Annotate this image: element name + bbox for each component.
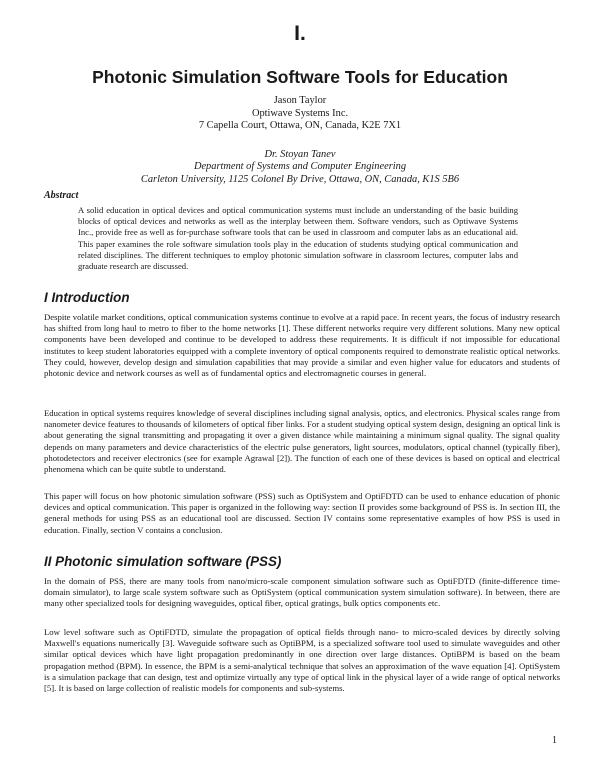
section-heading-introduction: I Introduction bbox=[44, 290, 130, 305]
pss-paragraph-2: Low level software such as OptiFDTD, simulate the propagation of optical fields through nano- to micro-scaled devices by directly solving Maxwell's equations numerically [3]. Waveguide software such as OptiBPM, is a specialized software tool used to simulate waveguides and other similar optical devices which have light propagation predominantly in one direction over large distances. OptiBPM is based on the beam propagation method (BPM). In essence, the BPM is a semi-analytical technique that solves an approximation of the wave equation [4]. OptiSystem is a simulation package that can design, test and optimize virtually any type of optical link in the physical layer of a wide range of optical networks [5]. It is based on large collection of realistic models for components and sub-systems. bbox=[44, 627, 560, 694]
author-1-name: Jason Taylor bbox=[273, 95, 327, 106]
page-number: 1 bbox=[552, 735, 557, 746]
pss-paragraph-1: In the domain of PSS, there are many tools from nano/micro-scale component simulation software such as OptiFDTD (finite-difference time-domain simulator), to large scale system software such as OptiSystem (optical communication system simulation software). In between, there are many other specialized tools for designing waveguides, optical fiber, optical gratings, bulk optics components etc. bbox=[44, 576, 560, 609]
intro-paragraph-3: This paper will focus on how photonic simulation software (PSS) such as OptiSystem and OptiFDTD can be used to enhance education of phonic devices and optical communication. This paper is organized in the following way: section II provides some background of PSS is. In section III, the general methods for using PSS as an educational tool are discussed. Section IV contains some representative examples of how PSS is used in education. Finally, section V contains a conclusion. bbox=[44, 491, 560, 535]
intro-paragraph-2: Education in optical systems requires knowledge of several disciplines including signal analysis, optics, and electronics. Physical scales range from nanometer device features to thousands of kilometers of optical fiber links. For a student studying optical system design, designing an optical link is about generating the signal transmitting and propagating it over a given distance while maintaining a minimum signal quality. The signal quality depends on many parameters and device characteristics of the electric pulse generators, light sources, modulators, optical channel (typically fiber), photodetectors and receiver electronics (see for example Agrawal [2]). The function of each one of these devices is based on optical and electrical phenomena which can be quite subtle to understand. bbox=[44, 408, 560, 475]
author-2-org: Department of Systems and Computer Engineering bbox=[193, 161, 407, 172]
paper-title: Photonic Simulation Software Tools for Education bbox=[92, 67, 508, 87]
author-1-address: 7 Capella Court, Ottawa, ON, Canada, K2E 7X1 bbox=[198, 120, 402, 131]
author-2-address: Carleton University, 1125 Colonel By Drive, Ottawa, ON, Canada, K1S 5B6 bbox=[140, 173, 460, 185]
author-1-org: Optiwave Systems Inc. bbox=[251, 107, 349, 119]
abstract-heading: Abstract bbox=[44, 190, 79, 201]
section-heading-pss: II Photonic simulation software (PSS) bbox=[44, 554, 282, 569]
author-block bbox=[0, 95, 600, 186]
author-2-name: Dr. Stoyan Tanev bbox=[264, 148, 336, 160]
intro-paragraph-1: Despite volatile market conditions, optical communication systems continue to evolve at a rapid pace. In recent years, the focus of industry research has shifted from long haul to metro to fiber to the home networks [1]. These different networks require very different solutions. Many new optical components have been developed and continue to be developed to address these requirements. It is difficult if not impossible for educational institutes to keep student laboratories equipped with a complete inventory of optical components required to demonstrate realistic optical networks. They could, however, develop design and simulation capabilities that may provide a similar and even higher value for educators and students of photonic device and network courses as well as of fundamental optics and electromagnetic courses in general. bbox=[44, 312, 560, 379]
section-number: I. bbox=[294, 22, 306, 45]
abstract-text: A solid education in optical devices and optical communication systems must include an understanding of the basic building blocks of optical devices and networks as well as the interplay between them. Software vendors, such as Optiwave Systems Inc., provide free as well as for-purchase software tools that can be used in classroom and computer labs as an educational aid. This paper examines the role software simulation tools play in the education of students studying optical communication and related disciplines. The different techniques to employ photonic simulation software in classroom lectures, computer labs and graduate research are discussed. bbox=[78, 205, 518, 272]
